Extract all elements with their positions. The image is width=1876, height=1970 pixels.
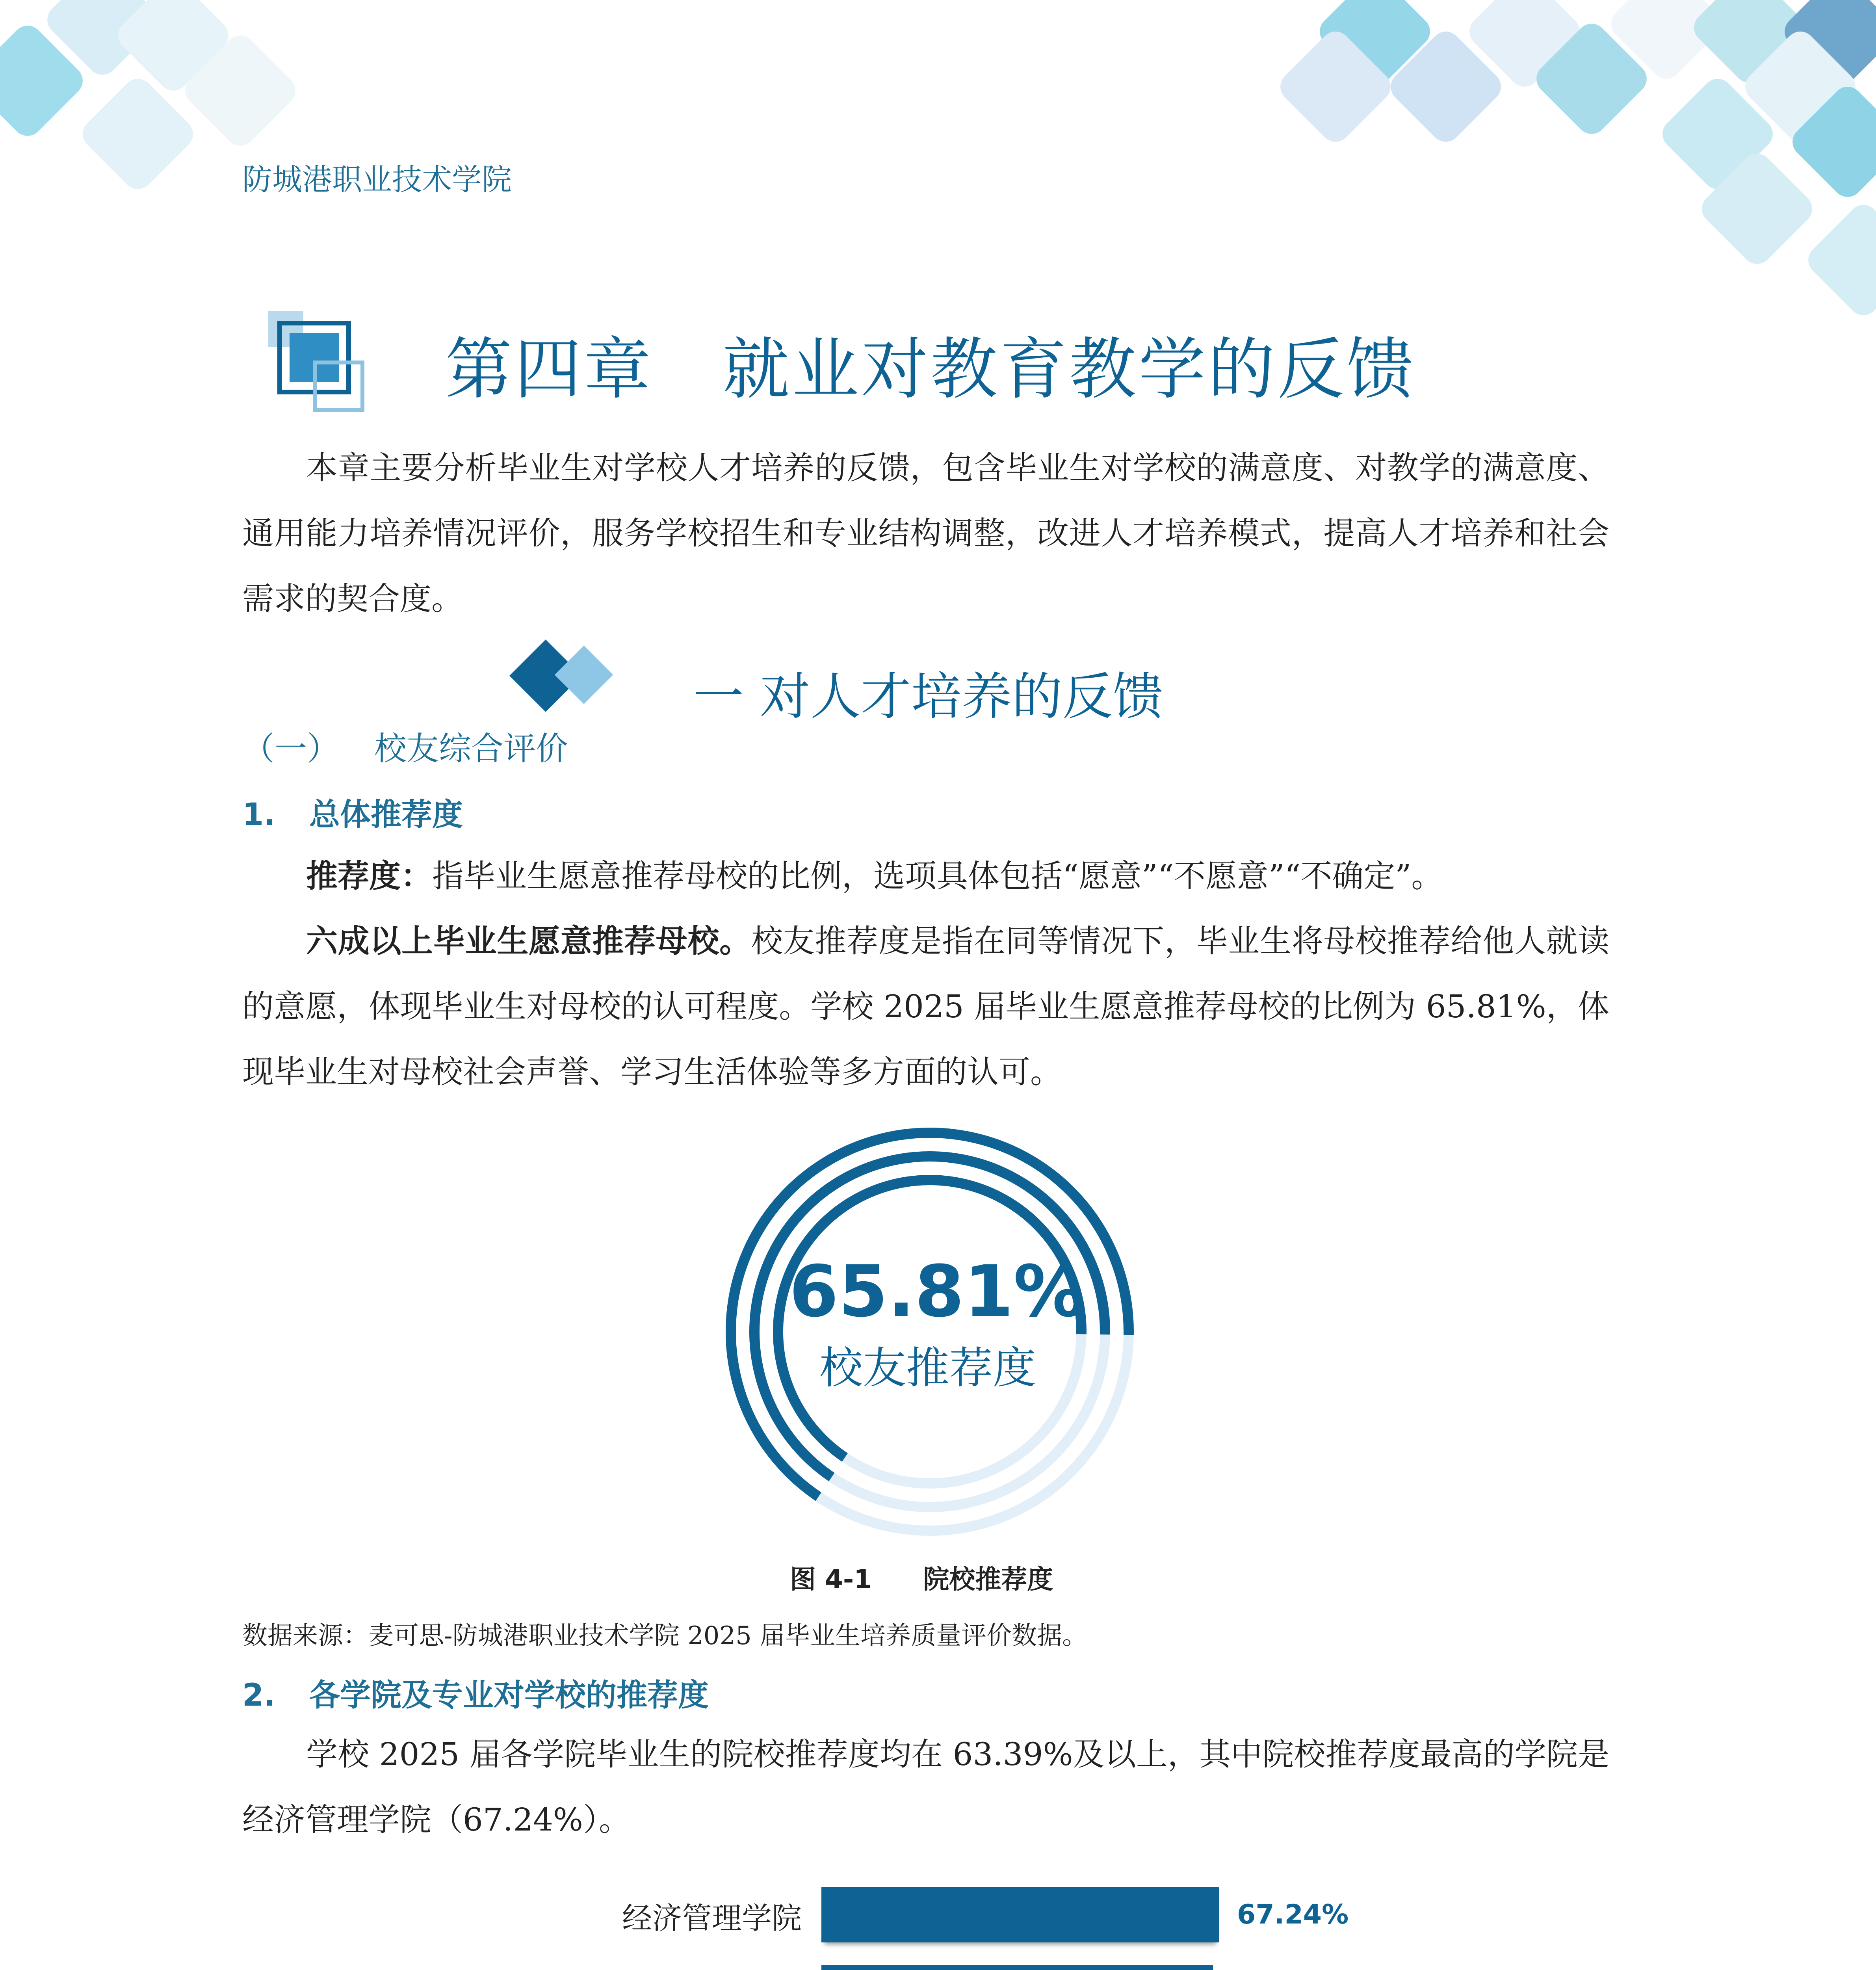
- section-diamond-icon: [508, 638, 634, 717]
- section-title: 一 对人才培养的反馈: [693, 667, 1163, 726]
- chapter-square-icon: [264, 307, 374, 418]
- item2-number: 2.: [242, 1678, 275, 1713]
- recommend-paragraph: [242, 908, 1609, 1105]
- figure1-caption-title: 院校推荐度: [923, 1564, 1053, 1595]
- subsection-heading: [242, 723, 568, 769]
- figure1-caption-number: 图 4-1: [790, 1564, 872, 1595]
- recommend-bold: 六成以上毕业生愿意推荐母校。: [306, 922, 751, 959]
- ring-label-text: 校友推荐度: [819, 1343, 1036, 1393]
- subsection-title: 校友综合评价: [374, 730, 568, 768]
- bar: [821, 1887, 1219, 1942]
- header-school-name: 防城港职业技术学院: [242, 162, 512, 197]
- recommend-text: 校友推荐度是指在同等情况下，毕业生将母校推荐给他人就读的意愿，体现毕业生对母校的认可程度。学校 2025 届毕业生愿意推荐母校的比例为 65.81%，体现毕业生对母校社会声誉、学习生活体验等多方面的认可。: [242, 923, 1610, 1090]
- recommendation-ring-chart: [713, 1115, 1146, 1548]
- college-paragraph: 学校 2025 届各学院毕业生的院校推荐度均在 63.39%及以上，其中院校推荐度最高的学院是经济管理学院（67.24%）。: [242, 1736, 1609, 1838]
- ring-value-text: 65.81%: [789, 1251, 1085, 1333]
- intro-paragraph: 本章主要分析毕业生对学校人才培养的反馈，包含毕业生对学校的满意度、对教学的满意度、通用能力培养情况评价，服务学校招生和专业结构调整，改进人才培养模式，提高人才培养和社会需求的契合度。: [242, 450, 1609, 617]
- figure1-caption: [790, 1558, 1053, 1596]
- definition-bold: 推荐度：: [306, 857, 432, 894]
- item1-title: 总体推荐度: [309, 797, 463, 833]
- definition-text: 指毕业生愿意推荐母校的比例，选项具体包括“愿意”“不愿意”“不确定”。: [432, 858, 1443, 894]
- figure1-source: 数据来源：麦可思-防城港职业技术学院 2025 届毕业生培养质量评价数据。: [242, 1621, 1088, 1650]
- definition-paragraph: [242, 843, 1609, 909]
- item1-heading: [242, 790, 463, 834]
- item2-heading: [242, 1671, 709, 1715]
- chapter-title: 第四章 就业对教育教学的反馈: [445, 331, 1416, 409]
- item1-number: 1.: [242, 797, 275, 833]
- bar: [821, 1965, 1213, 1970]
- bar-value-label: 67.24%: [1237, 1899, 1349, 1930]
- subsection-number: （一）: [242, 730, 340, 768]
- item2-title: 各学院及专业对学校的推荐度: [309, 1678, 709, 1713]
- bar-category-label: 经济管理学院: [622, 1901, 802, 1936]
